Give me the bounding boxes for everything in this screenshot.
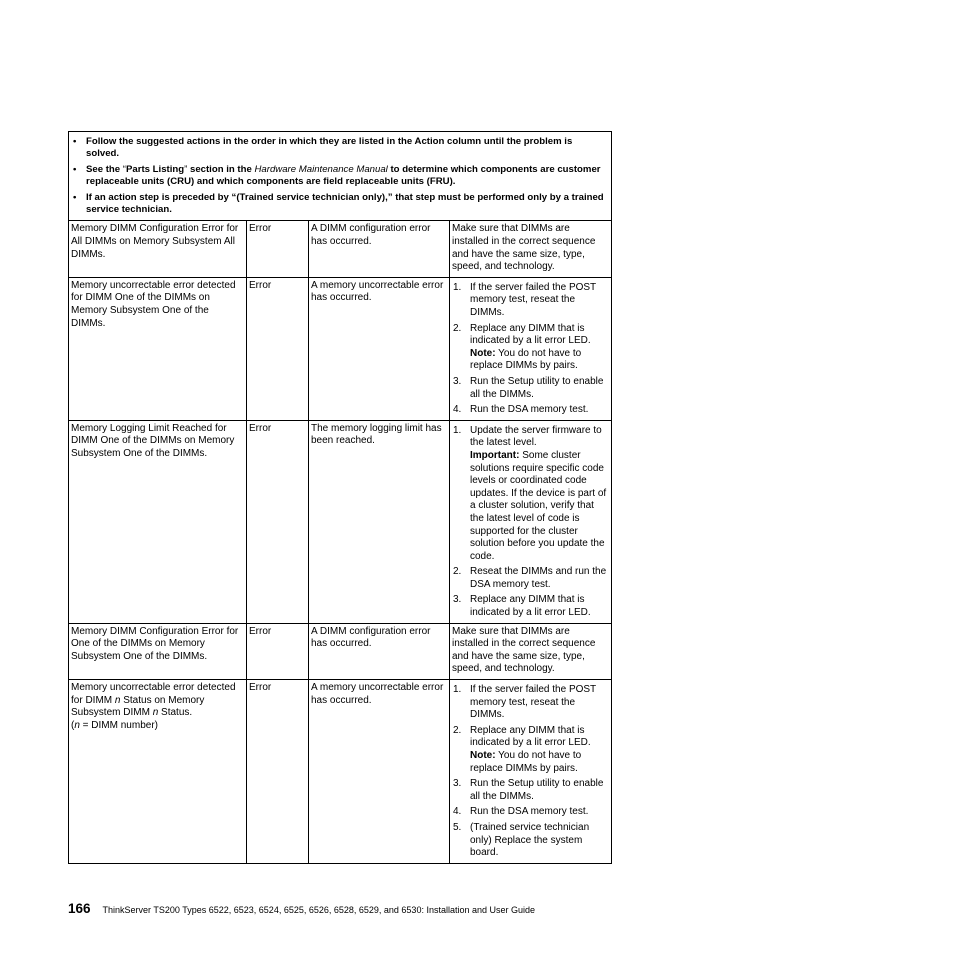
severity-cell: Error	[247, 277, 309, 420]
action-cell	[450, 420, 612, 623]
severity-cell: Error	[247, 221, 309, 277]
action-steps	[452, 282, 609, 417]
severity-cell: Error	[247, 420, 309, 623]
description-cell: A DIMM configuration error has occurred.	[309, 221, 450, 277]
table-row	[69, 420, 612, 623]
action-cell: Make sure that DIMMs are installed in the correct sequence and have the same size, type, speed, and technology.	[450, 221, 612, 277]
action-step: 1. Update the server firmware to the latest level. Important: Some cluster solutions require specific code levels or coordinated code updates. If the device is part of a cluster solution, verify that the latest level of code is supported for the cluster solution before you update the code.	[452, 425, 609, 564]
action-step: 2. Replace any DIMM that is indicated by a lit error LED. Note: You do not have to replace DIMMs by pairs.	[452, 323, 609, 373]
action-step: 2. Reseat the DIMMs and run the DSA memory test.	[453, 566, 607, 590]
action-cell	[450, 680, 612, 864]
notes-row	[69, 132, 612, 221]
message-cell: Memory Logging Limit Reached for DIMM One of the DIMMs on Memory Subsystem One of the DIMMs.	[69, 420, 247, 623]
action-step: 3. Replace any DIMM that is indicated by a lit error LED.	[453, 594, 591, 619]
action-step: 3. Run the Setup utility to enable all the DIMMs.	[453, 778, 604, 802]
notes-cell	[69, 132, 612, 221]
description-cell: A memory uncorrectable error has occurred.	[309, 277, 450, 420]
note-item: • Follow the suggested actions in the order in which they are listed in the Action column until the problem is solved.	[72, 136, 608, 161]
action-step: 1. If the server failed the POST memory test, reseat the DIMMs.	[453, 281, 596, 318]
action-cell	[450, 277, 612, 420]
step-note: Note: You do not have to replace DIMMs by pairs.	[470, 347, 582, 372]
step-note: Important: Some cluster solutions require specific code levels or coordinated code updates. If the device is part of a cluster solution, verify that the latest level of code is supported for the cluster solution before you update the code.	[470, 449, 607, 562]
note-item: • See the “Parts Listing” section in the Hardware Maintenance Manual to determine which components are customer replaceable units (CRU) and which components are field replaceable units (FRU).	[72, 164, 608, 189]
message-cell: Memory DIMM Configuration Error for All DIMMs on Memory Subsystem All DIMMs.	[69, 221, 247, 277]
action-step: 3. Run the Setup utility to enable all the DIMMs.	[453, 375, 604, 400]
table-row	[69, 623, 612, 679]
action-step: 5. (Trained service technician only) Replace the system board.	[453, 821, 590, 859]
action-steps	[452, 684, 609, 860]
step-note: Note: You do not have to replace DIMMs by pairs.	[470, 750, 582, 774]
note-item: • If an action step is preceded by “(Trained service technician only),” that step must be performed only by a trained service technician.	[72, 192, 608, 217]
severity-cell: Error	[247, 680, 309, 864]
message-cell: Memory uncorrectable error detected for DIMM One of the DIMMs on Memory Subsystem One of the DIMMs.	[69, 277, 247, 420]
table-row	[69, 680, 612, 864]
action-cell: Make sure that DIMMs are installed in the correct sequence and have the same size, type, speed, and technology.	[450, 623, 612, 679]
table-row	[69, 277, 612, 420]
severity-cell: Error	[247, 623, 309, 679]
footer-title: ThinkServer TS200 Types 6522, 6523, 6524, 6525, 6526, 6528, 6529, and 6530: Installation and User Guide	[102, 905, 536, 915]
error-message-table	[68, 131, 612, 864]
page-footer	[68, 900, 535, 918]
notes-list	[72, 136, 608, 216]
description-cell: The memory logging limit has been reached.	[309, 420, 450, 623]
description-cell: A DIMM configuration error has occurred.	[309, 623, 450, 679]
table-row	[69, 221, 612, 277]
action-step: 4. Run the DSA memory test.	[453, 806, 589, 818]
action-steps	[452, 425, 609, 620]
description-cell: A memory uncorrectable error has occurred.	[309, 680, 450, 864]
action-step: 4. Run the DSA memory test.	[453, 404, 589, 416]
action-step: 2. Replace any DIMM that is indicated by a lit error LED. Note: You do not have to replace DIMMs by pairs.	[452, 725, 609, 775]
page-number: 166	[68, 901, 91, 916]
message-cell: Memory uncorrectable error detected for DIMM n Status on Memory Subsystem DIMM n Status. (n = DIMM number)	[69, 680, 247, 864]
message-cell: Memory DIMM Configuration Error for One of the DIMMs on Memory Subsystem One of the DIMMs.	[69, 623, 247, 679]
action-step: 1. If the server failed the POST memory test, reseat the DIMMs.	[453, 684, 596, 721]
